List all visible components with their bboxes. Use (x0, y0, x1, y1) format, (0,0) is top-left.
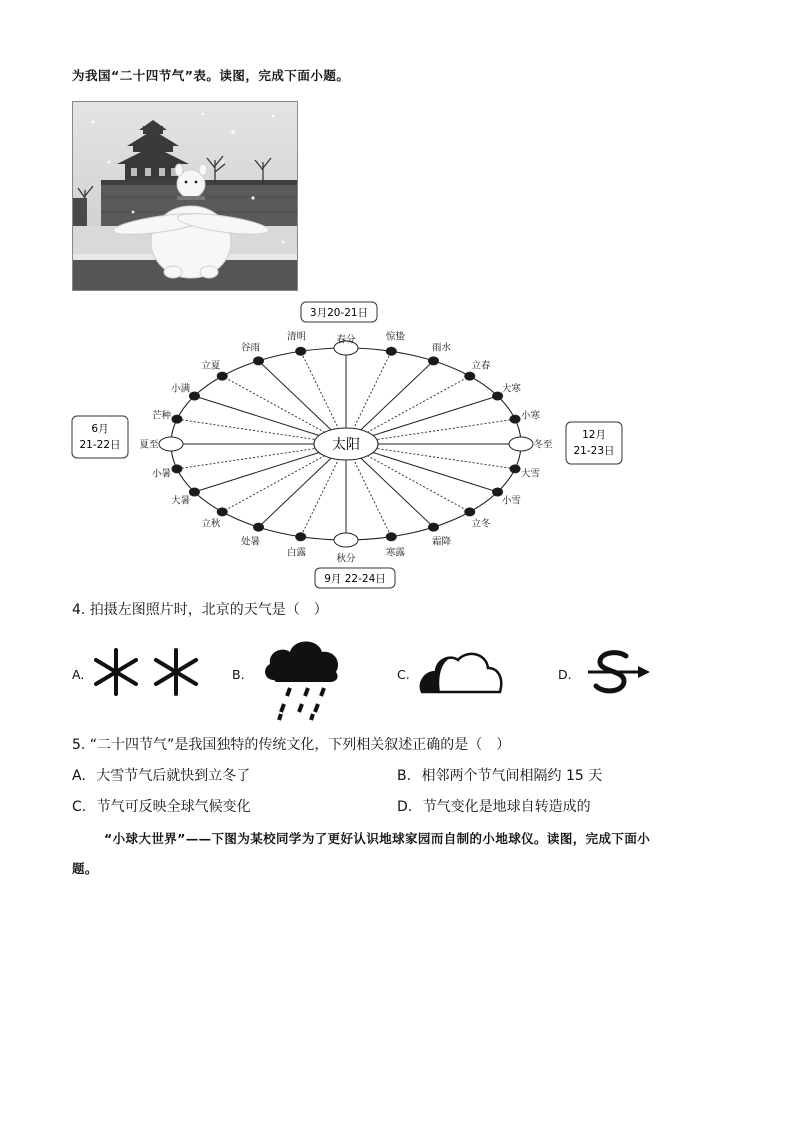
term-label-chushu: 处暑 (240, 536, 261, 548)
term-label-dashu: 大暑 (171, 495, 191, 507)
term-label-qingming: 清明 (287, 331, 307, 343)
rain-cloud-icon (262, 634, 342, 722)
term-dot-lidong (465, 508, 475, 516)
q5-option-a-text: 大雪节气后就快到立冬了 (96, 768, 251, 784)
q4-option-a-letter: A. (72, 667, 85, 682)
q5-option-b-text: 相邻两个节气间相隔约 15 天 (421, 768, 603, 784)
date-right-line2: 21-23日 (573, 445, 615, 457)
term-label-xiaoman: 小满 (171, 383, 191, 395)
date-right-line1: 12月 (582, 429, 606, 441)
date-bottom: 9月 22-24日 (324, 573, 386, 585)
term-dot-xiazhi (159, 437, 183, 451)
term-label-guyu: 谷雨 (240, 342, 261, 354)
term-label-lichun: 立春 (471, 360, 491, 372)
snow-icon (90, 646, 202, 698)
term-label-lixia: 立夏 (201, 360, 221, 372)
q5-option-a-letter: A. (72, 768, 86, 784)
term-dot-guyu (254, 357, 264, 365)
term-dot-chushu (254, 523, 264, 531)
term-label-mangzhong: 芒种 (152, 410, 172, 422)
q5-option-d (397, 796, 591, 816)
q4-option-b-letter: B. (232, 667, 245, 682)
term-dot-qiufen (334, 533, 358, 547)
term-dot-lixia (217, 372, 227, 380)
q5-option-a (72, 765, 250, 785)
cloudy-icon (418, 648, 504, 696)
term-dot-qingming (296, 347, 306, 355)
term-label-daxue: 大雪 (520, 468, 540, 480)
q5-option-c-letter: C. (72, 799, 87, 815)
passage-line-2: 题。 (72, 861, 98, 876)
term-label-shuangjiang: 霜降 (431, 536, 452, 548)
question-5-stem: 5. “二十四节气”是我国独特的传统文化，下列相关叙述正确的是（ ） (72, 737, 511, 753)
term-dot-dashu (189, 488, 199, 496)
term-label-xiazhi: 夏至 (139, 439, 159, 451)
q5-option-d-letter: D. (397, 799, 413, 815)
sandstorm-icon (586, 648, 652, 696)
term-dot-mangzhong (172, 415, 182, 423)
date-left-line1: 6月 (91, 423, 109, 435)
solar-terms-diagram (60, 296, 700, 596)
term-label-lidong: 立冬 (471, 518, 491, 530)
passage-line-1: “小球大世界”——下图为某校同学为了更好认识地球家园而自制的小地球仪。读图，完成下面小 (104, 831, 651, 846)
term-dot-lichun (465, 372, 475, 380)
q5-option-b (397, 765, 602, 785)
term-label-dahan: 大寒 (501, 383, 521, 395)
term-dot-liqiu (217, 508, 227, 516)
term-label-liqiu: 立秋 (201, 518, 221, 530)
term-label-hanlu: 寒露 (385, 547, 405, 559)
term-label-xiaohan: 小寒 (520, 410, 540, 422)
q5-option-c (72, 796, 251, 816)
term-dot-shuangjiang (429, 523, 439, 531)
term-dot-hanlu (386, 533, 396, 541)
term-dot-xiaoshu (172, 465, 182, 473)
q4-option-c-letter: C. (397, 667, 410, 682)
term-label-xiaoxue: 小雪 (501, 495, 521, 507)
term-dot-jingzhe (386, 347, 396, 355)
q5-option-c-text: 节气可反映全球气候变化 (96, 799, 251, 815)
snowman-photo (72, 101, 298, 291)
q4-option-d-letter: D. (558, 667, 572, 682)
term-label-bailu: 白露 (287, 547, 307, 559)
term-dot-bailu (296, 533, 306, 541)
q5-option-d-text: 节气变化是地球自转造成的 (422, 799, 591, 815)
question-4-stem: 4. 拍摄左图照片时，北京的天气是（ ） (72, 602, 328, 618)
term-label-dongzhi: 冬至 (533, 439, 553, 451)
sun-label: 太阳 (332, 437, 360, 453)
term-dot-daxue (510, 465, 520, 473)
term-dot-xiaoman (189, 392, 199, 400)
term-dot-dongzhi (509, 437, 533, 451)
intro-text: 为我国“二十四节气”表。读图，完成下面小题。 (72, 68, 350, 83)
term-label-yushui: 雨水 (431, 342, 452, 354)
term-dot-yushui (429, 357, 439, 365)
term-dot-xiaohan (510, 415, 520, 423)
term-label-chunfen: 春分 (336, 334, 356, 346)
date-left-line2: 21-22日 (79, 439, 121, 451)
q5-option-b-letter: B. (397, 768, 412, 784)
term-label-qiufen: 秋分 (336, 553, 356, 565)
term-label-xiaoshu: 小暑 (152, 468, 172, 480)
term-label-jingzhe: 惊蛰 (385, 331, 405, 343)
date-top: 3月20-21日 (309, 307, 369, 319)
